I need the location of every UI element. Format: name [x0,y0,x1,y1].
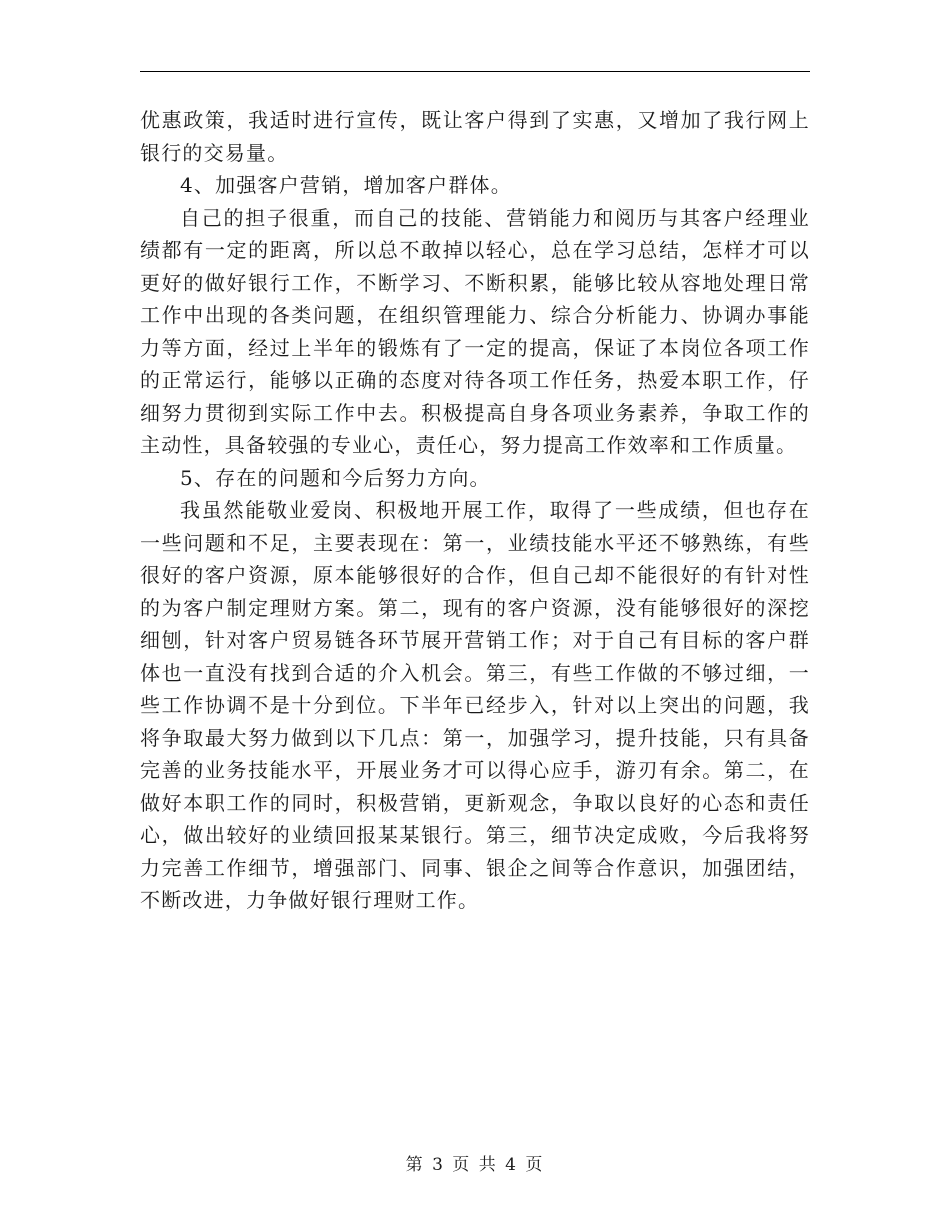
paragraph-problems-direction: 我虽然能敬业爱岗、积极地开展工作，取得了一些成绩，但也存在一些问题和不足，主要表现在：第一，业绩技能水平还不够熟练，有些很好的客户资源，原本能够很好的合作，但自己却不能很好的有针对性的为客户制定理财方案。第二，现有的客户资源，没有能够很好的深挖细刨，针对客户贸易链各环节展开营销工作；对于自己有目标的客户群体也一直没有找到合适的介入机会。第三，有些工作做的不够过细，一些工作协调不是十分到位。下半年已经步入，针对以上突出的问题，我将争取最大努力做到以下几点：第一，加强学习，提升技能，只有具备完善的业务技能水平，开展业务才可以得心应手，游刃有余。第二，在做好本职工作的同时，积极营销，更新观念，争取以良好的心态和责任心，做出较好的业绩回报某某银行。第三，细节决定成败，今后我将努力完善工作细节，增强部门、同事、银企之间等合作意识，加强团结，不断改进，力争做好银行理财工作。 [140,498,810,912]
paragraph-continuation: 优惠政策，我适时进行宣传，既让客户得到了实惠，又增加了我行网上银行的交易量。 [140,108,810,165]
section-heading-4: 4、加强客户营销，增加客户群体。 [180,173,512,197]
page-number: 第 3 页 共 4 页 [405,1155,545,1175]
header-rule [140,71,810,72]
document-body [140,104,810,917]
section-heading-5: 5、存在的问题和今后努力方向。 [180,465,491,490]
paragraph-self-assessment: 自己的担子很重，而自己的技能、营销能力和阅历与其客户经理业绩都有一定的距离，所以总不敢掉以轻心，总在学习总结，怎样才可以更好的做好银行工作，不断学习、不断积累，能够比较从容地处理日常工作中出现的各类问题，在组织管理能力、综合分析能力、协调办事能力等方面，经过上半年的锻炼有了一定的提高，保证了本岗位各项工作的正常运行，能够以正确的态度对待各项工作任务，热爱本职工作，仔细努力贯彻到实际工作中去。积极提高自身各项业务素养，争取工作的主动性，具备较强的专业心，责任心，努力提高工作效率和工作质量。 [140,205,810,457]
